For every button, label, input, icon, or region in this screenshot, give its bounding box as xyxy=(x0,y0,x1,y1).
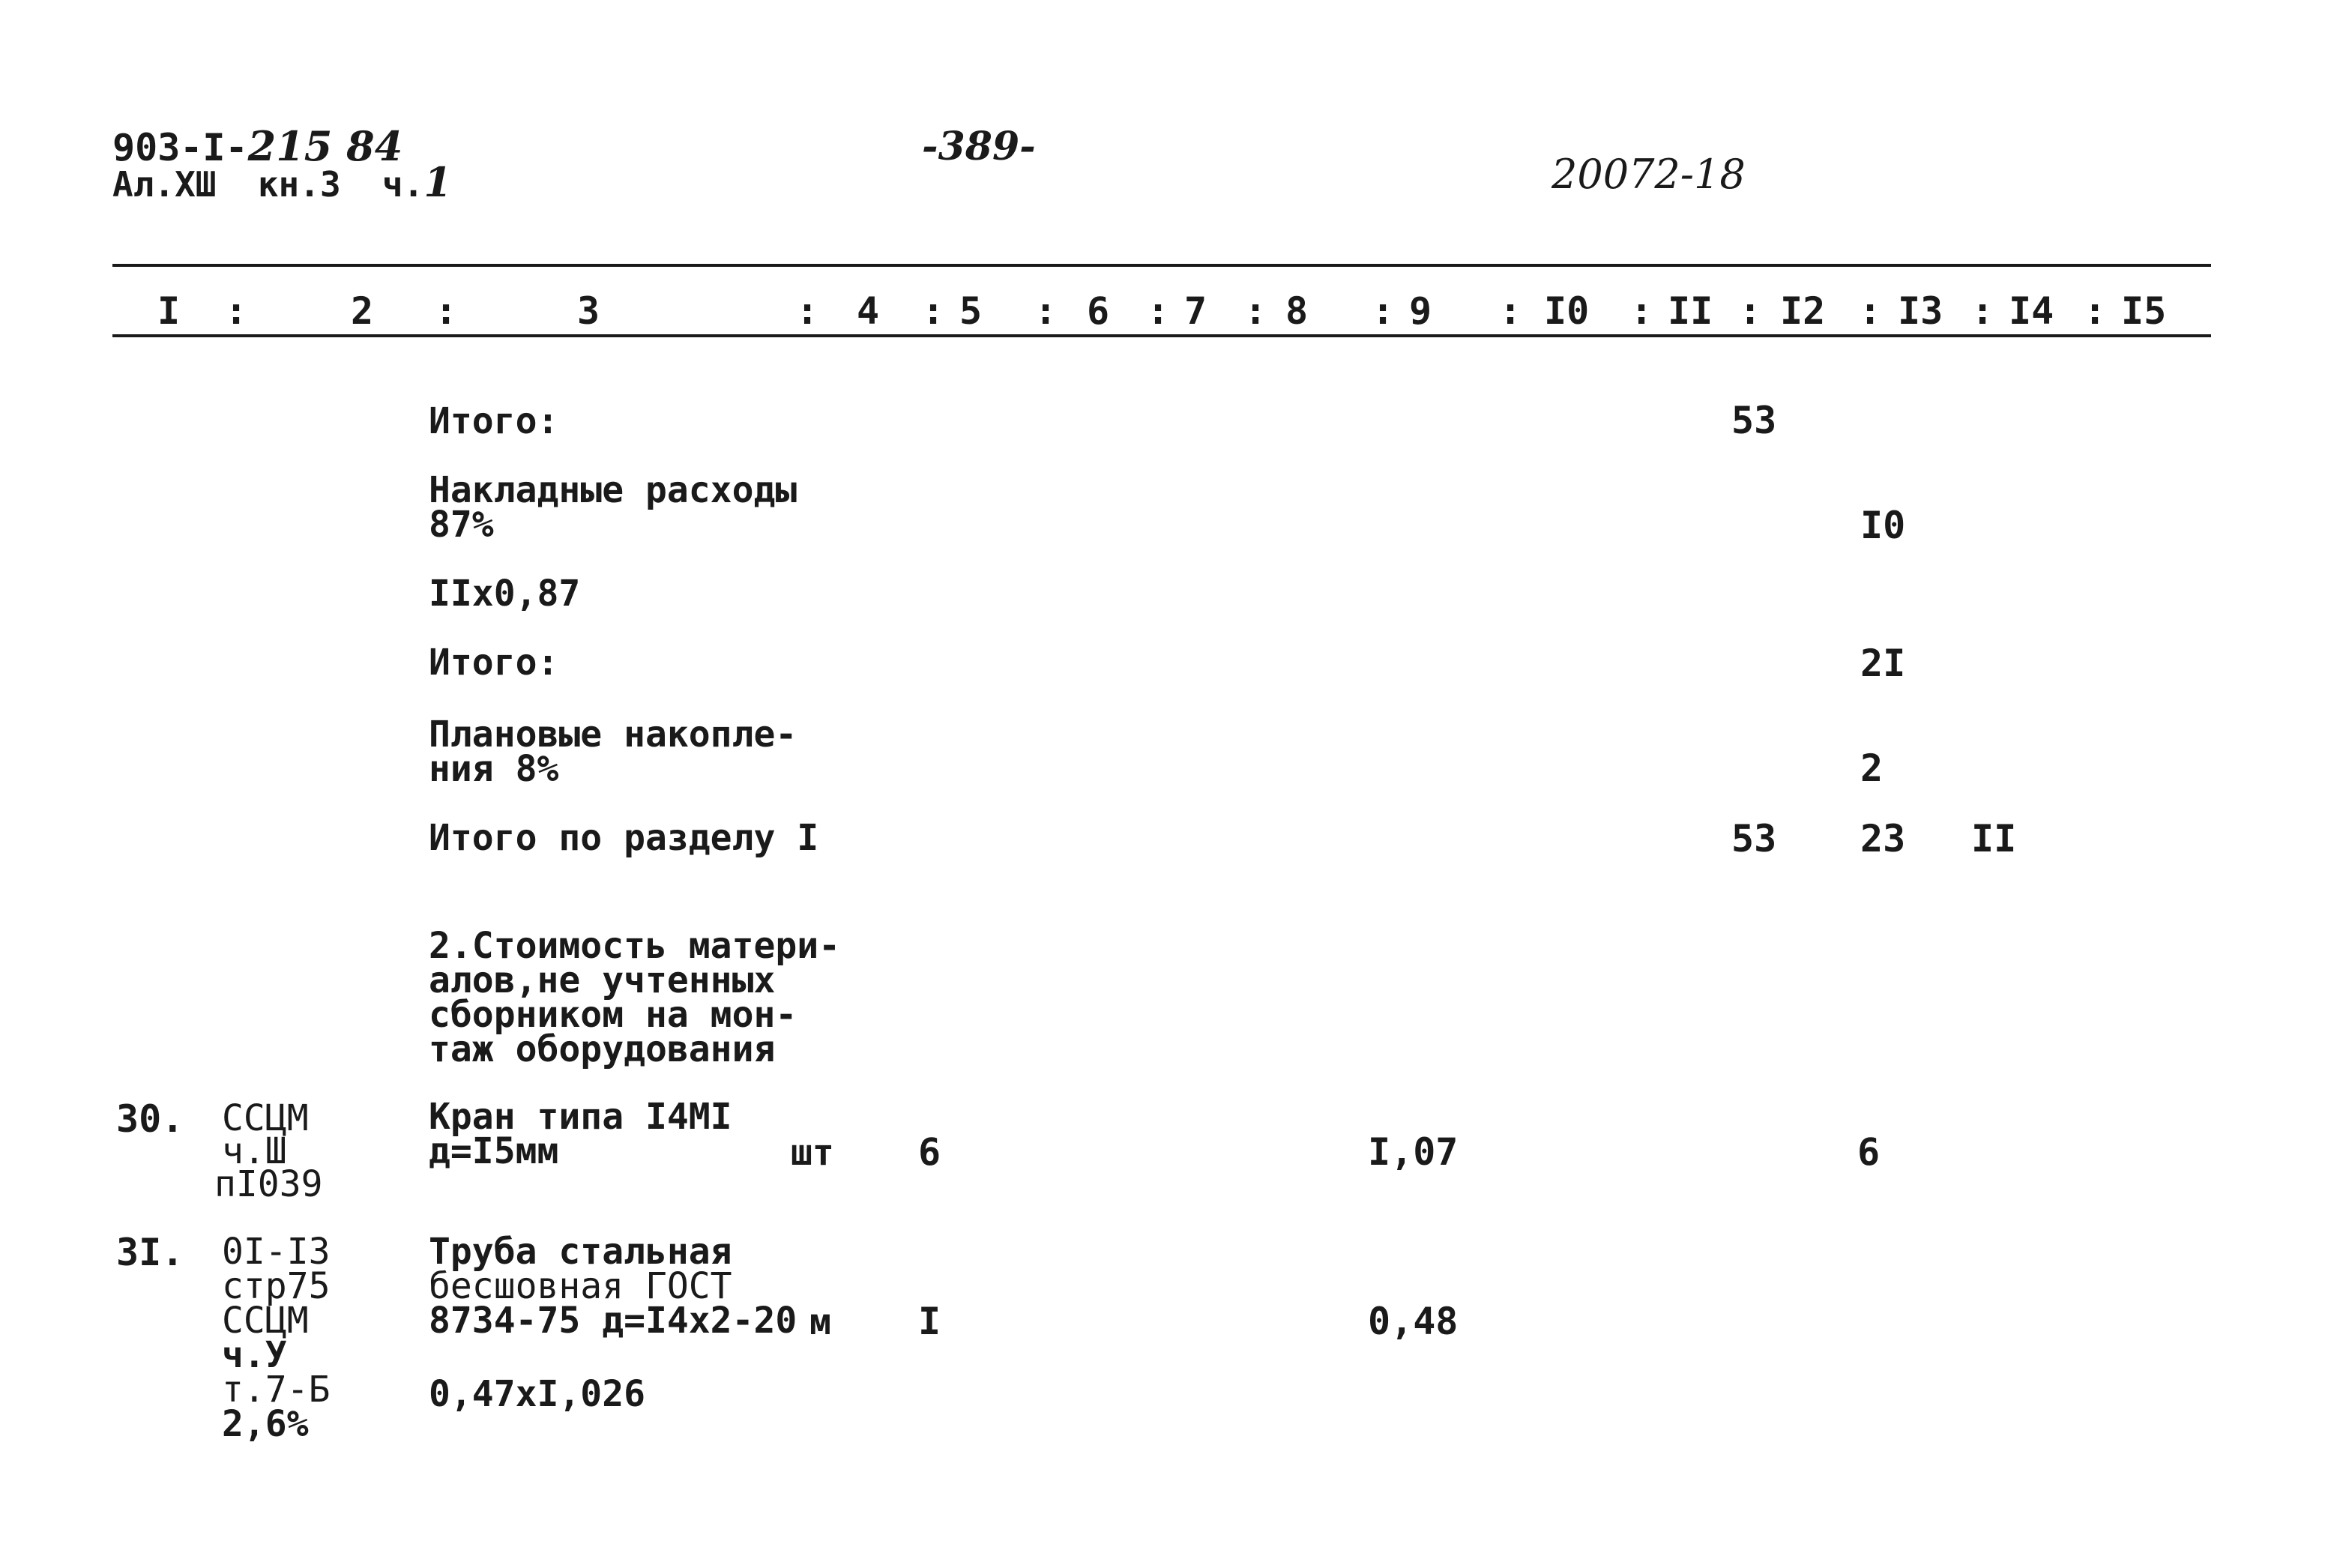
column-11-header: II xyxy=(1668,289,1713,333)
planned-savings-percent: ния 8% xyxy=(429,748,559,790)
column-5-header: 5 xyxy=(959,289,983,333)
column-6-header: 6 xyxy=(1087,289,1110,333)
document-code-prefix: 903-I- xyxy=(112,126,248,169)
subtotal-col12: 53 xyxy=(1731,399,1777,442)
section-2-title-line4: таж оборудования xyxy=(429,1028,776,1070)
column-separator: : xyxy=(1034,289,1058,333)
item-30-ref: ССЦМ xyxy=(222,1097,309,1139)
item-31-calculation: 0,47xI,026 xyxy=(429,1373,645,1415)
overhead-formula: IIx0,87 xyxy=(429,573,581,615)
planned-savings-col13: 2 xyxy=(1860,747,1884,790)
column-separator: : xyxy=(1372,289,1395,333)
column-separator: : xyxy=(1147,289,1170,333)
item-30-ref-line3: пI039 xyxy=(214,1163,323,1205)
subtotal-label: Итого: xyxy=(429,400,559,442)
section-2-title-line2: алов,не учтенных xyxy=(429,959,776,1001)
subtotal2-col13: 2I xyxy=(1860,642,1906,685)
column-1-header: I xyxy=(157,289,181,333)
section-total-label: Итого по разделу I xyxy=(429,817,819,859)
section-2-title: 2.Стоимость матери- xyxy=(429,925,841,967)
column-10-header: I0 xyxy=(1544,289,1590,333)
column-7-header: 7 xyxy=(1184,289,1207,333)
document-code xyxy=(112,122,403,170)
column-8-header: 8 xyxy=(1285,289,1309,333)
overhead-col13: I0 xyxy=(1860,504,1906,547)
page-number: -389- xyxy=(922,124,1036,169)
column-15-header: I5 xyxy=(2121,289,2167,333)
column-separator: : xyxy=(2084,289,2107,333)
item-31-name-line3: 8734-75 д=I4x2-20 xyxy=(429,1300,797,1342)
item-31-unit: м xyxy=(809,1301,831,1343)
section-2-title-line3: сборником на мон- xyxy=(429,994,797,1036)
item-31-ref-line3: ССЦМ xyxy=(222,1300,309,1342)
header-bottom-rule xyxy=(112,334,2211,337)
item-31-name: Труба стальная xyxy=(429,1231,732,1273)
item-31-ref-line6: 2,6% xyxy=(222,1403,309,1445)
column-12-header: I2 xyxy=(1780,289,1826,333)
column-14-header: I4 xyxy=(2009,289,2054,333)
item-31-ref-line2: стр75 xyxy=(222,1265,331,1307)
item-30-number: 30. xyxy=(116,1097,184,1141)
column-separator: : xyxy=(1971,289,1994,333)
planned-savings-label: Плановые накопле- xyxy=(429,714,797,756)
item-31-number: 3I. xyxy=(116,1231,184,1274)
column-13-header: I3 xyxy=(1898,289,1943,333)
item-30-col13: 6 xyxy=(1857,1130,1881,1174)
column-separator: : xyxy=(1499,289,1522,333)
item-30-price: I,07 xyxy=(1368,1130,1459,1174)
item-30-ref-line2: ч.Ш xyxy=(222,1130,287,1172)
column-separator: : xyxy=(225,289,248,333)
album-info-text: Ал.XШ кн.3 ч. xyxy=(112,164,424,205)
overhead-percent: 87% xyxy=(429,504,494,546)
document-code-handwritten: 215 84 xyxy=(247,122,403,170)
column-4-header: 4 xyxy=(857,289,880,333)
section-total-col12: 53 xyxy=(1731,817,1777,860)
column-3-header: 3 xyxy=(577,289,600,333)
overhead-label: Накладные расходы xyxy=(429,469,797,511)
column-separator: : xyxy=(435,289,458,333)
item-31-name-line2: бесшовная ГОСТ xyxy=(429,1265,732,1307)
header-top-rule xyxy=(112,264,2211,267)
column-separator: : xyxy=(1244,289,1267,333)
item-31-quantity: I xyxy=(918,1300,941,1343)
item-31-ref: 0I-I3 xyxy=(222,1231,331,1273)
section-total-col14: II xyxy=(1971,817,2017,860)
column-2-header: 2 xyxy=(351,289,374,333)
album-part-handwritten: 1 xyxy=(423,158,452,206)
item-31-ref-line5: т.7-Б xyxy=(222,1369,331,1411)
section-total-col13: 23 xyxy=(1860,817,1906,860)
item-30-unit: шт xyxy=(791,1132,834,1174)
column-9-header: 9 xyxy=(1409,289,1432,333)
column-separator: : xyxy=(796,289,819,333)
column-separator: : xyxy=(1739,289,1762,333)
column-separator: : xyxy=(1859,289,1882,333)
item-31-price: 0,48 xyxy=(1368,1300,1459,1343)
column-separator: : xyxy=(922,289,945,333)
item-30-quantity: 6 xyxy=(918,1130,941,1174)
document-number: 20072-18 xyxy=(1552,151,1746,198)
item-30-name: Кран типа I4MI xyxy=(429,1096,732,1138)
item-31-ref-line4: ч.У xyxy=(222,1334,287,1376)
subtotal2-label: Итого: xyxy=(429,642,559,684)
item-30-diameter: д=I5мм xyxy=(429,1130,559,1172)
album-info xyxy=(112,158,452,206)
column-separator: : xyxy=(1630,289,1653,333)
